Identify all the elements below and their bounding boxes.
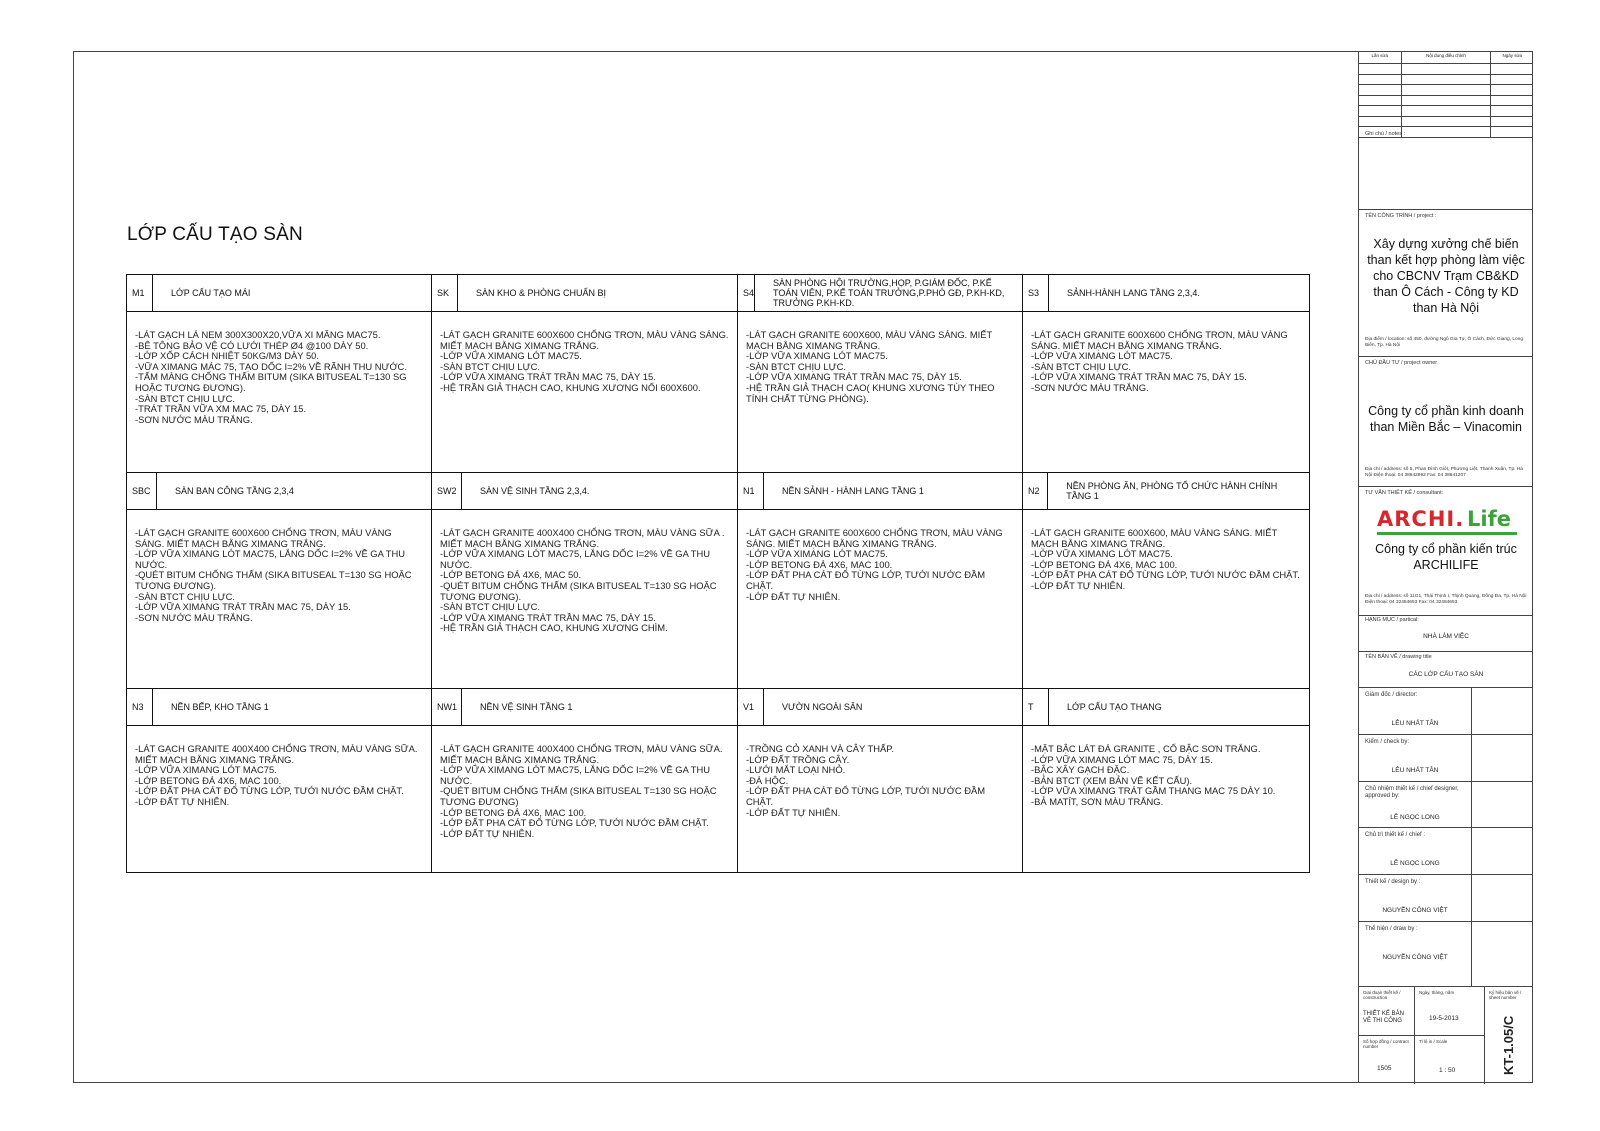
layer-header-cell [432,275,738,312]
layer-line: -QUÉT BITUM CHỐNG THẤM (SIKA BITUSEAL T=130 SG HOẶC TƯƠNG ĐƯƠNG) [440,785,717,807]
signature-name: NGUYỄN CÔNG VIỆT [1382,954,1448,961]
layer-code: N2 [1023,473,1048,509]
layer-line: -LÁT GẠCH GRANITE 400X400 CHỐNG TRƠN, MÀU VÀNG SỮA. MIẾT MẠCH BẰNG XIMANG TRẮNG. [135,743,418,765]
layer-code: SW2 [432,473,462,509]
layer-header-row [127,473,1310,510]
layer-line: -LỚP VỮA XIMANG LÓT MAC75. [440,350,582,362]
layer-line: -LỚP ĐẤT TỰ NHIÊN. [440,827,535,839]
rev-header-date: Ngày sửa [1502,53,1522,58]
layer-line: -LỚP VỮA XIMANG TRÁT TRẦN MAC 75, DÀY 15. [135,601,351,613]
layer-code: SK [432,275,458,311]
signature-row [1359,921,1533,987]
signature-role: Giám đốc / director: [1365,692,1418,698]
layer-title: NỀN SẢNH - HÀNH LANG TẦNG 1 [782,486,924,496]
layer-header-row [127,275,1310,312]
layer-line: -HỆ TRẦN GIẢ THẠCH CAO, KHUNG XƯƠNG CHÌM. [440,622,668,634]
layer-line: -LỚP ĐẤT TỰ NHIÊN. [1031,579,1126,591]
signature-role: Kiểm / check by: [1365,739,1410,745]
layer-body-row [127,510,1310,689]
stage-label: Giai đoạn thiết kế / construction [1363,990,1401,1000]
layer-title: NỀN PHÒNG ĂN, PHÒNG TỔ CHỨC HÀNH CHÍNH TẦNG 1 [1066,481,1278,501]
layer-line: -LỚP BETONG ĐÁ 4X6, MAC 100. [746,558,893,570]
layer-line: -LỚP ĐẤT TỰ NHIÊN. [135,795,230,807]
layer-line: -VỮA XIMANG MÁC 75, TẠO DỐC I=2% VỀ RÃNH THU NƯỚC. [135,360,407,372]
layer-title: SẢNH-HÀNH LANG TẦNG 2,3,4. [1067,288,1200,298]
owner-name: Công ty cổ phần kinh doanh than Miền Bắc – Vinacomin [1368,404,1524,434]
partial-value: NHÀ LÀM VIỆC [1423,633,1469,640]
layer-header-cell [1023,473,1310,510]
layer-line: -HỆ TRẦN GIẢ THẠCH CAO, KHUNG XƯƠNG NỔI 600X600. [440,381,701,393]
layer-description-cell [127,510,432,689]
layer-line: -LỚP VỮA XIMANG TRÁT TRẦN MAC 75, DÀY 15. [1031,371,1247,383]
signature-name: LÊ NGỌC LONG [1390,860,1440,867]
layer-header-cell [432,689,738,726]
layer-line: -LÁT GẠCH GRANITE 600X600, MÀU VÀNG SÁNG. MIẾT MẠCH BẰNG XIMANG TRẮNG. [1031,527,1278,549]
signature-row [1359,781,1533,828]
drawing-number-value: KT-1.05/C [1501,1015,1516,1075]
layer-header-cell [127,275,432,312]
layer-line: -ĐÁ HỘC. [746,774,789,786]
signature-role: Chủ trì thiết kế / chief : [1365,832,1426,838]
layer-line: -LƯỚI MẮT LOẠI NHỎ. [746,764,846,776]
layer-title: NỀN VỆ SINH TẦNG 1 [480,702,573,712]
layer-line: -LÁT GẠCH GRANITE 600X600 CHỐNG TRƠN, MÀU VÀNG SÁNG. MIẾT MẠCH BẰNG XIMANG TRẮNG. [135,527,392,549]
layer-line: -LỚP ĐẤT PHA CÁT ĐỔ TỪNG LỚP, TƯỚI NƯỚC ĐẦM CHẶT. [135,785,404,797]
drawing-title-value: CÁC LỚP CẤU TẠO SÀN [1408,671,1484,678]
signature-role: Thiết kế / design by : [1365,879,1421,885]
layer-line: -LỚP XỐP CÁCH NHIỆT 50KG/M3 DÀY 50. [135,350,319,362]
layer-line: -LỚP VỮA XIMANG TRÁT TRẦN MAC 75, DÀY 15. [746,371,962,383]
signature-row [1359,874,1533,922]
layer-line: -BẢN BTCT (XEM BẢN VẼ KẾT CẤU). [1031,774,1193,786]
layer-line: -SÀN BTCT CHỊU LỰC. [440,601,541,613]
layer-header-cell [432,473,738,510]
layer-line: -LỚP BETONG ĐÁ 4X6, MAC 100. [440,806,587,818]
layer-code: N1 [738,473,764,509]
layer-line: -LỚP ĐẤT TRỒNG CÂY. [746,753,850,765]
signature-name: LÊU NHẤT TÂN [1391,720,1439,727]
layer-code: SBC [127,473,157,509]
layer-header-cell [127,689,432,726]
layer-line: -LÁT GẠCH GRANITE 600X600, MÀU VÀNG SÁNG. MIẾT MẠCH BẰNG XIMANG TRẮNG. [746,329,993,351]
layer-line: -LỚP VỮA XIMANG LÓT MAC75. [746,548,888,560]
signature-row [1359,734,1533,782]
layer-line: -LỚP VỮA XIMANG LÓT MAC75, LẮNG DỐC I=2% VỀ GA THU NƯỚC. [440,548,711,570]
title-block [1358,51,1533,1083]
layer-line: -LỚP VỮA XIMANG LÓT MAC75. [1031,548,1173,560]
layer-line: -LÁT GẠCH GRANITE 600X600 CHỐNG TRƠN, MÀU VÀNG SÁNG. MIẾT MẠCH BẰNG XIMANG TRẮNG. [1031,329,1288,351]
layer-description-cell [127,726,432,873]
layer-line: -LÁT GẠCH GRANITE 600X600 CHỐNG TRƠN, MÀU VÀNG SÁNG. MIẾT MẠCH BẰNG XIMANG TRẮNG. [440,329,729,351]
consultant-address: Địa chỉ / address: số 11G1, Thái Thịnh I, Thịnh Quang, Đống Đa, Tp. Hà Nội Điện thoại: 04 32484653 Fax: 04 32484653 [1365,594,1527,605]
archilife-logo [1377,507,1517,533]
owner-address: Địa chỉ / address: số 5, Phan Đình Giót, Phương Liệt, Thanh Xuân, Tp. Hà Nội Điện thoại: 04 38642892 Fax: 04 38641207 [1365,467,1523,478]
layer-line: -LỚP VỮA XIMANG LÓT MAC75, LẮNG DỐC I=2% VỀ GA THU NƯỚC. [135,548,406,570]
layer-line: -BÊ TÔNG BẢO VỆ CÓ LƯỚI THÉP Ø4 @100 DÀY 50. [135,339,369,351]
layer-line: -SƠN NƯỚC MÀU TRẮNG. [135,611,253,623]
layer-title: VƯỜN NGOÀI SÂN [782,702,863,712]
layer-line: -LỚP VỮA XIMANG LÓT MAC75. [135,764,277,776]
layer-header-cell [738,473,1023,510]
layer-line: -LỚP VỮA XIMANG LÓT MAC75. [746,350,888,362]
date-label: Ngày, tháng, năm [1419,990,1455,995]
layer-title: LỚP CẤU TẠO MÁI [171,288,251,298]
owner-label: CHỦ ĐẦU TƯ / project owner [1365,360,1438,366]
signature-name: LÊU NHẤT TÂN [1391,767,1439,774]
layer-title: SÀN PHÒNG HỘI TRƯỜNG,HỌP, P.GIÁM ĐỐC, P.KẾ TOÁN VIÊN, P.KẾ TOÁN TRƯỞNG,P.PHÓ GĐ, P.KH-KD, TRƯỞNG P.KH-KD. [773,278,1005,308]
layer-line: -LỚP ĐẤT PHA CÁT ĐỔ TỪNG LỚP, TƯỚI NƯỚC ĐẦM CHẶT. [1031,569,1300,581]
layer-description-cell [738,312,1023,473]
layer-line: -LỚP VỮA XIMANG LÓT MAC75, LẮNG DỐC I=2% VỀ GA THU NƯỚC. [440,764,711,786]
consultant-name: Công ty cổ phần kiến trúc ARCHILIFE [1375,542,1517,572]
signature-row [1359,687,1533,735]
layer-code: M1 [127,275,153,311]
layer-line: -LỚP BETONG ĐÁ 4X6, MAC 50. [440,569,582,581]
layer-title: SÀN VỆ SINH TẦNG 2,3,4. [480,486,590,496]
layer-line: -LỚP ĐẤT PHA CÁT ĐỔ TỪNG LỚP, TƯỚI NƯỚC ĐẦM CHẶT. [746,569,986,591]
layer-header-cell [738,689,1023,726]
logo-text-archi: ARCHI. [1377,507,1465,531]
layer-line: -LỚP VỮA XIMANG TRÁT GẦM THANG MAC 75 DÀY 10. [1031,785,1276,797]
layer-body-row [127,726,1310,873]
drawing-number-label: Ký hiệu bản vẽ / sheet number [1489,990,1522,1000]
layer-description-cell [738,726,1023,873]
page-title: LỚP CẤU TẠO SÀN [127,224,303,245]
scale-label: Tỉ lệ in / Scale [1419,1039,1448,1044]
layer-line: -SÀN BTCT CHỊU LỰC. [440,360,541,372]
layer-title: SÀN BAN CÔNG TẦNG 2,3,4 [175,486,294,496]
layer-title: NỀN BẾP, KHO TẦNG 1 [171,702,269,712]
layer-line: -LỚP ĐẤT TỰ NHIÊN. [746,590,841,602]
layer-line: -SƠN NƯỚC MÀU TRẮNG. [135,413,253,425]
contract-number-value: 1505 [1377,1065,1392,1072]
layer-line: -LỚP ĐẤT TỰ NHIÊN. [746,806,841,818]
layer-line: -LỚP ĐẤT PHA CÁT ĐỔ TỪNG LỚP, TƯỚI NƯỚC ĐẦM CHẶT. [746,785,986,807]
layer-code: S4 [738,275,755,311]
layer-code: NW1 [432,689,462,725]
layer-line: -SÀN BTCT CHỊU LỰC. [1031,360,1132,372]
layer-description-cell [1023,510,1310,689]
layer-description-cell [1023,726,1310,873]
layer-title: LỚP CẤU TẠO THANG [1067,702,1162,712]
floor-layers-table [126,274,1310,873]
layer-line: -LỚP BETONG ĐÁ 4X6, MAC 100. [1031,558,1178,570]
layer-line: -SÀN BTCT CHỊU LỰC. [135,590,236,602]
signature-role: Thể hiện / draw by : [1365,926,1418,932]
layer-line: -BẢ MATÍT, SƠN MÀU TRẮNG. [1031,795,1164,807]
rev-header-content: Nội dung điều chỉnh [1402,51,1492,63]
layer-line: -LỚP ĐẤT PHA CÁT ĐỔ TỪNG LỚP, TƯỚI NƯỚC ĐẦM CHẶT. [440,817,709,829]
layer-line: -LỚP VỮA XIMANG TRÁT TRẦN MAC 75, DÀY 15. [440,611,656,623]
layer-header-cell [738,275,1023,312]
signature-name: NGUYỄN CÔNG VIỆT [1382,907,1448,914]
scale-value: 1 : 50 [1439,1067,1456,1074]
revision-table [1359,51,1533,138]
layer-header-cell [1023,275,1310,312]
layer-line: -LÁT GẠCH GRANITE 600X600 CHỐNG TRƠN, MÀU VÀNG SÁNG. MIẾT MẠCH BẰNG XIMANG TRẮNG. [746,527,1003,549]
logo-text-life: Life [1467,507,1511,531]
rev-header-number: Lần sửa [1359,51,1402,63]
layer-line: -LỚP VỮA XIMANG TRÁT TRẦN MAC 75, DÀY 15. [440,371,656,383]
layer-line: -SÀN BTCT CHỊU LỰC. [135,392,236,404]
layer-line: -TRÁT TRẦN VỮA XM MAC 75, DÀY 15. [135,403,307,415]
layer-line: -SƠN NƯỚC MÀU TRẮNG. [1031,381,1149,393]
date-value: 19-5-2013 [1429,1015,1459,1022]
layer-description-cell [127,312,432,473]
layer-line: -LÁT GẠCH GRANITE 400X400 CHỐNG TRƠN, MÀU VÀNG SỮA . MIẾT MẠCH BẰNG XIMANG TRẮNG. [440,527,725,549]
signature-role: Chủ nhiệm thiết kế / chief designer, approved by: [1365,786,1459,799]
layer-header-cell [127,473,432,510]
layer-description-cell [738,510,1023,689]
layer-line: -BẬC XÂY GẠCH ĐẶC. [1031,764,1130,776]
notes-label: Ghi chú / notes : [1365,131,1406,137]
signature-name: LÊ NGỌC LONG [1390,814,1440,821]
layer-description-cell [432,312,738,473]
drawing-title-label: TÊN BẢN VẼ / drawing title [1365,654,1432,660]
layer-line: -TẤM MÀNG CHỐNG THẤM BITUM (SIKA BITUSEAL T=130 SG HOẶC TƯƠNG ĐƯƠNG). [135,371,407,393]
layer-header-row [127,689,1310,726]
signature-row [1359,827,1533,875]
contract-number-label: Số hợp đồng / contract number [1363,1039,1409,1049]
layer-code: N3 [127,689,153,725]
sheet-info [1359,986,1533,1084]
layer-body-row [127,312,1310,473]
layer-code: T [1023,689,1049,725]
layer-line: -TRỒNG CỎ XANH VÀ CÂY THẤP. [746,743,894,754]
layer-line: -SÀN BTCT CHỊU LỰC. [746,360,847,372]
consultant-label: TƯ VẤN THIẾT KẾ / consultant: [1365,490,1444,496]
layer-line: -LỚP VỮA XIMANG LÓT MAC 75, DÀY 15. [1031,753,1213,765]
layer-description-cell [1023,312,1310,473]
layer-line: -LỚP BETONG ĐÁ 4X6, MAC 100. [135,774,282,786]
layer-line: -LÁT GẠCH GRANITE 400X400 CHỐNG TRƠN, MÀU VÀNG SỮA. MIẾT MẠCH BẰNG XIMANG TRẮNG. [440,743,723,765]
layer-description-cell [432,510,738,689]
layer-description-cell [432,726,738,873]
project-name: Xây dựng xưởng chế biến than kết hợp phòng làm việc cho CBCNV Trạm CB&KD than Ô Cách - Công ty KD than Hà Nội [1367,237,1525,315]
stage-value: THIẾT KẾ BẢN VẼ THI CÔNG [1363,1011,1404,1024]
layer-line: -QUÉT BITUM CHỐNG THẤM (SIKA BITUSEAL T=130 SG HOẶC TƯƠNG ĐƯƠNG). [440,579,717,602]
layer-line: -HỆ TRẦN GIẢ THẠCH CAO( KHUNG XƯƠNG TÙY THEO TÍNH CHẤT TỪNG PHÒNG). [746,381,995,404]
layer-header-cell [1023,689,1310,726]
layer-code: S3 [1023,275,1049,311]
layer-line: -MẶT BẬC LÁT ĐÁ GRANITE , CỔ BẬC SƠN TRẮNG. [1031,743,1261,754]
layer-line: -QUÉT BITUM CHỐNG THẤM (SIKA BITUSEAL T=130 SG HOẶC TƯƠNG ĐƯƠNG). [135,569,412,591]
project-location: Địa điểm / location: số 450, đường Ngô Gia Tự, Ô Cách, Đức Giang, Long Biên, Tp. Hà Nội [1365,337,1524,348]
drawing-number [1485,987,1533,1084]
layer-line: -LÁT GẠCH LÁ NEM 300X300X20,VỮA XI MĂNG MAC75. [135,329,381,340]
layer-title: SÀN KHO & PHÒNG CHUẨN BỊ [476,288,607,298]
partial-label: HẠNG MỤC / partical: [1365,617,1419,623]
layer-line: -LỚP VỮA XIMANG LÓT MAC75. [1031,350,1173,362]
project-label: TÊN CÔNG TRÌNH / project : [1365,213,1437,219]
layer-code: V1 [738,689,764,725]
